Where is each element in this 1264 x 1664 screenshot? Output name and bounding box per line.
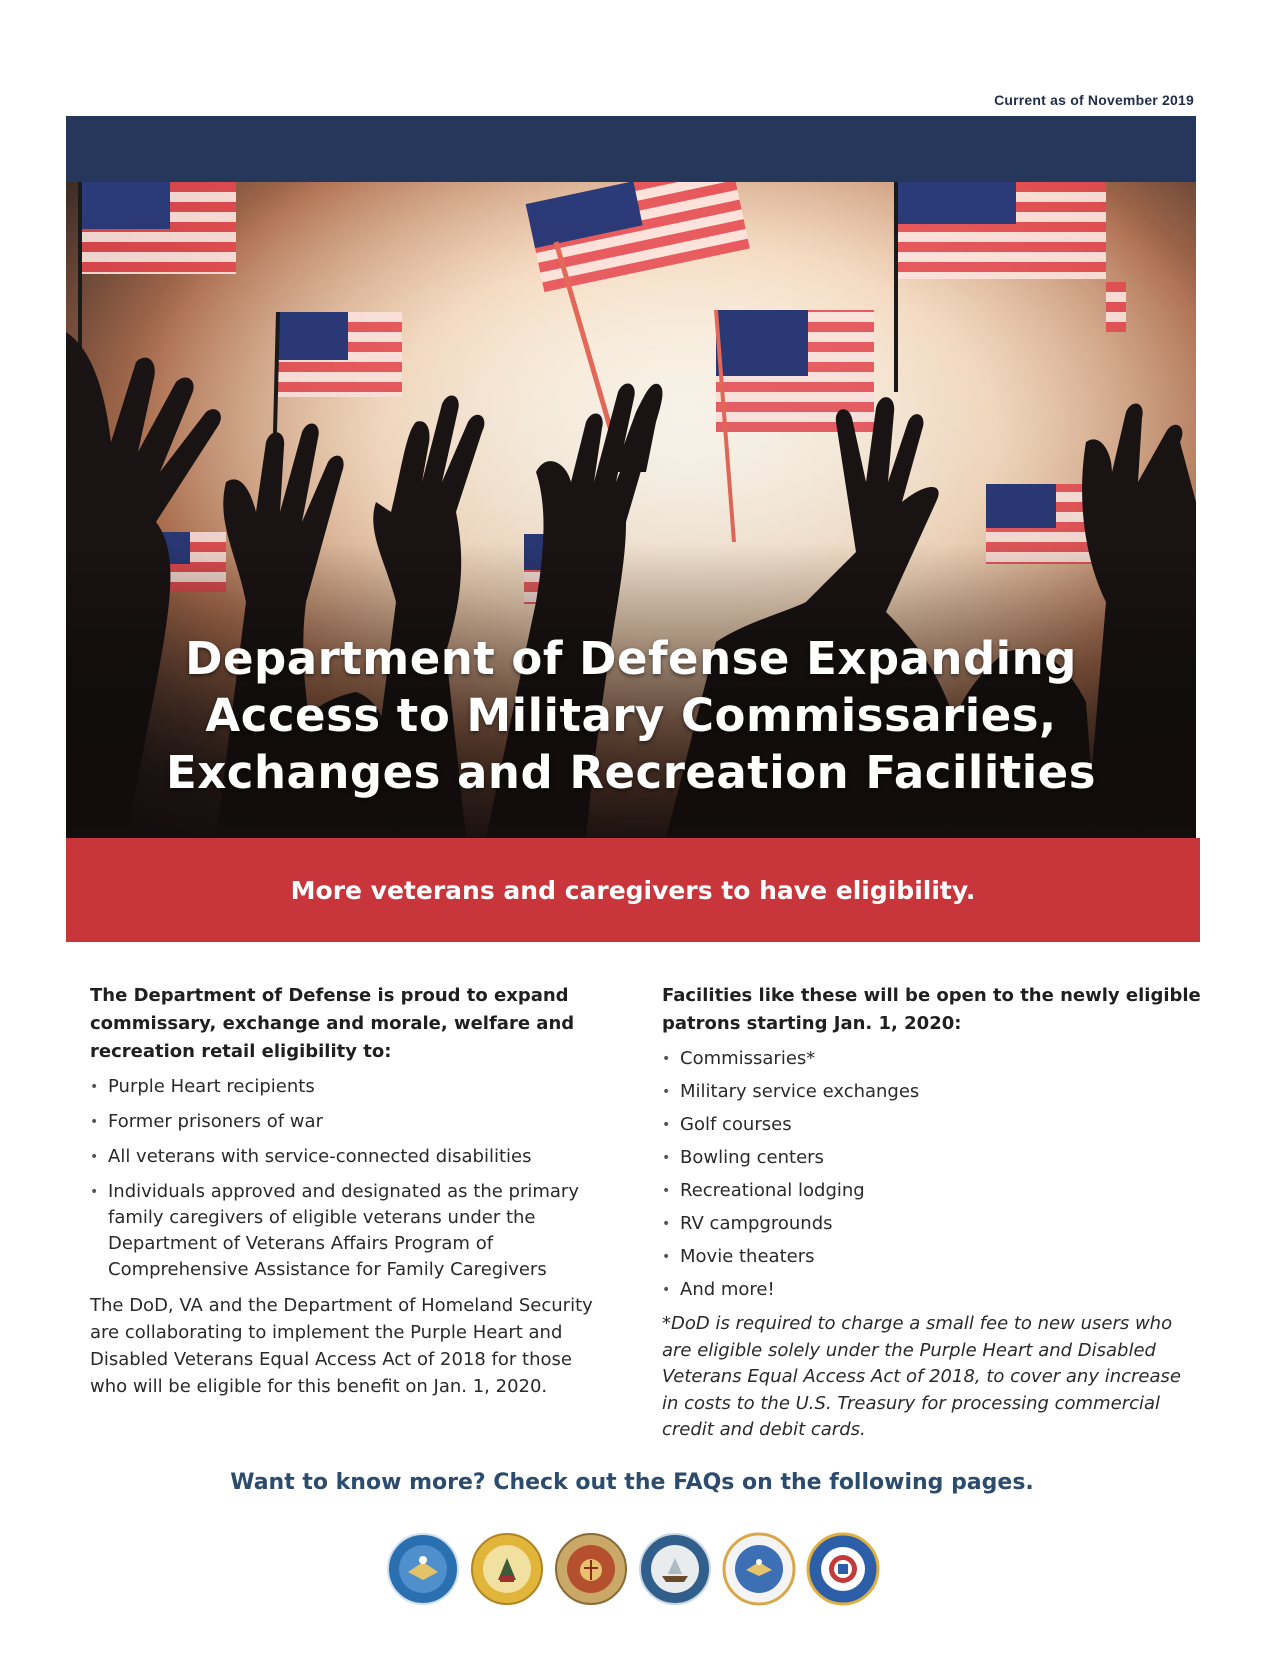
list-item: • Golf courses <box>662 1112 1202 1138</box>
current-as-of-date: Current as of November 2019 <box>994 92 1194 108</box>
left-column <box>90 982 610 1400</box>
list-item: • Bowling centers <box>662 1145 1202 1171</box>
list-item: • Military service exchanges <box>662 1079 1202 1105</box>
service-seals-row <box>386 1532 886 1608</box>
right-column <box>662 982 1202 1444</box>
list-item: • Former prisoners of war <box>90 1109 610 1135</box>
subtitle-text: More veterans and caregivers to have eligibility. <box>290 875 976 905</box>
collaboration-paragraph: The DoD, VA and the Department of Homeland Security are collaborating to implement the Purple Heart and Disabled Veterans Equal Access Act of 2018 for those who will be eligible for this benefit on Jan. 1, 2020. <box>90 1295 593 1397</box>
list-item: • RV campgrounds <box>662 1211 1202 1237</box>
marine-corps-seal-icon <box>554 1532 628 1606</box>
subtitle-banner <box>66 838 1200 942</box>
hero-image <box>66 182 1196 838</box>
list-item: • Commissaries* <box>662 1046 1202 1072</box>
list-item: • All veterans with service-connected disabilities <box>90 1144 610 1170</box>
coast-guard-seal-icon <box>806 1532 880 1606</box>
hero-title-line: Access to Military Commissaries, <box>205 689 1057 742</box>
hero-title <box>66 630 1196 801</box>
faq-link-text[interactable]: Want to know more? Check out the FAQs on the following pages. <box>230 1470 1034 1495</box>
department-of-defense-seal-icon <box>386 1532 460 1606</box>
fee-footnote: *DoD is required to charge a small fee to new users who are eligible solely under the Purple Heart and Disabled Veterans Equal Access Act of 2018, to cover any increase in costs to the U.S. Treasury for processing commercial credit and debit cards. <box>662 1313 1181 1440</box>
list-item: • Purple Heart recipients <box>90 1074 610 1100</box>
facilities-heading: Facilities like these will be open to the newly eligible patrons starting Jan. 1, 2020: <box>662 985 1201 1034</box>
list-item: • And more! <box>662 1277 1202 1303</box>
list-item: • Movie theaters <box>662 1244 1202 1270</box>
list-item: • Recreational lodging <box>662 1178 1202 1204</box>
navy-header-bar <box>66 116 1196 182</box>
navy-seal-icon <box>638 1532 712 1606</box>
hero-title-line: Exchanges and Recreation Facilities <box>166 746 1096 799</box>
army-seal-icon <box>470 1532 544 1606</box>
eligibility-list <box>90 1074 610 1283</box>
facilities-list <box>662 1046 1202 1303</box>
hero-title-line: Department of Defense Expanding <box>185 632 1077 685</box>
eligibility-heading: The Department of Defense is proud to expand commissary, exchange and morale, welfare and recreation retail eligibility to: <box>90 985 575 1062</box>
air-force-seal-icon <box>722 1532 796 1606</box>
list-item: • Individuals approved and designated as the primary family caregivers of eligible veterans under the Department of Veterans Affairs Program of Comprehensive Assistance for Family Caregivers <box>90 1179 610 1283</box>
